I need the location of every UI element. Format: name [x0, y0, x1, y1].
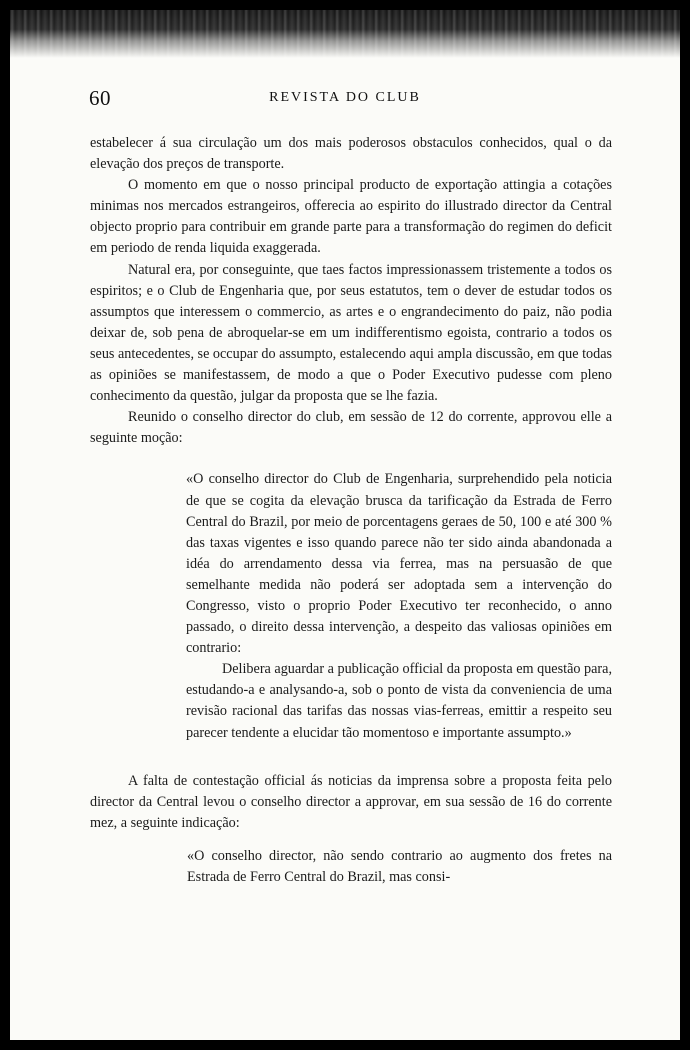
quote-paragraph: Delibera aguardar a publicação official da proposta em questão para, estudando-a e analysando-a, sob o ponto de vista da conveniencia de uma revisão racional das tarifas das nossas vias-ferreas, emittir a respeito seu parecer tendente a elucidar tão momentoso e importante assumpto.» — [186, 661, 612, 741]
block-quote-motion — [186, 469, 612, 743]
quote-paragraph: «O conselho director, não sendo contrario ao augmento dos fretes na Estrada de Ferro Central do Brazil, mas consi- — [187, 847, 612, 885]
paragraph-continuation: estabelecer á sua circulação um dos mais poderosos obstaculos conhecidos, qual o da elevação dos preços de transporte. — [90, 135, 612, 173]
paragraph: A falta de contestação official ás noticias da imprensa sobre a proposta feita pelo director da Central levou o conselho director a approvar, em sua sessão de 16 do corrente mez, a seguinte indicação: — [90, 772, 612, 831]
paragraph: Natural era, por conseguinte, que taes factos impressionassem tristemente a todos os espiritos; e o Club de Engenharia que, por seus estatutos, tem o dever de estudar todos os assumptos que interessem o commercio, as artes e o engrandecimento do paiz, não podia deixar de, sob pena de abroquelar-se em um indifferentismo egoista, contrario a todos os seus antecedentes, se occupar do assumpto, estalecendo aqui ampla discussão, em que todas as opiniões se manifestassem, de modo a que o Poder Executivo pudesse com pleno conhecimento da questão, julgar da proposta que se lhe fazia. — [90, 261, 613, 405]
paragraph: O momento em que o nosso principal producto de exportação attingia a cotações minimas nos mercados estrangeiros, offerecia ao espirito do illustrado director da Central objecto proprio para contribuir em grande parte para a transformação do regimen do deficit em periodo de renda liquida exaggerada. — [90, 177, 612, 257]
document-page — [10, 10, 680, 1040]
paragraph: Reunido o conselho director do club, em sessão de 12 do corrente, approvou elle a seguinte moção: — [90, 409, 612, 447]
page-number: 60 — [89, 86, 111, 110]
page-header — [10, 86, 680, 114]
body-text — [90, 133, 612, 888]
quote-paragraph: «O conselho director do Club de Engenharia, surprehendido pela noticia de que se cogita da elevação brusca da tarificação da Estrada de Ferro Central do Brazil, por meio de porcentagens geraes de 50, 100 e até 300 % das taxas vigentes e isso quando parece não ter sido ainda abandonada a idéa do arrendamento dessa via ferrea, mas na persuasão de que semelhante medida não poderá ser adoptada sem a intervenção do Congresso, visto o proprio Poder Executivo ter reconhecido, o anno passado, o direito dessa intervenção, a despeito das valiosas opiniões em contrario: — [186, 471, 612, 657]
running-head: REVISTA DO CLUB — [269, 90, 421, 105]
block-quote-indication — [187, 846, 612, 888]
scan-shadow — [10, 10, 680, 58]
